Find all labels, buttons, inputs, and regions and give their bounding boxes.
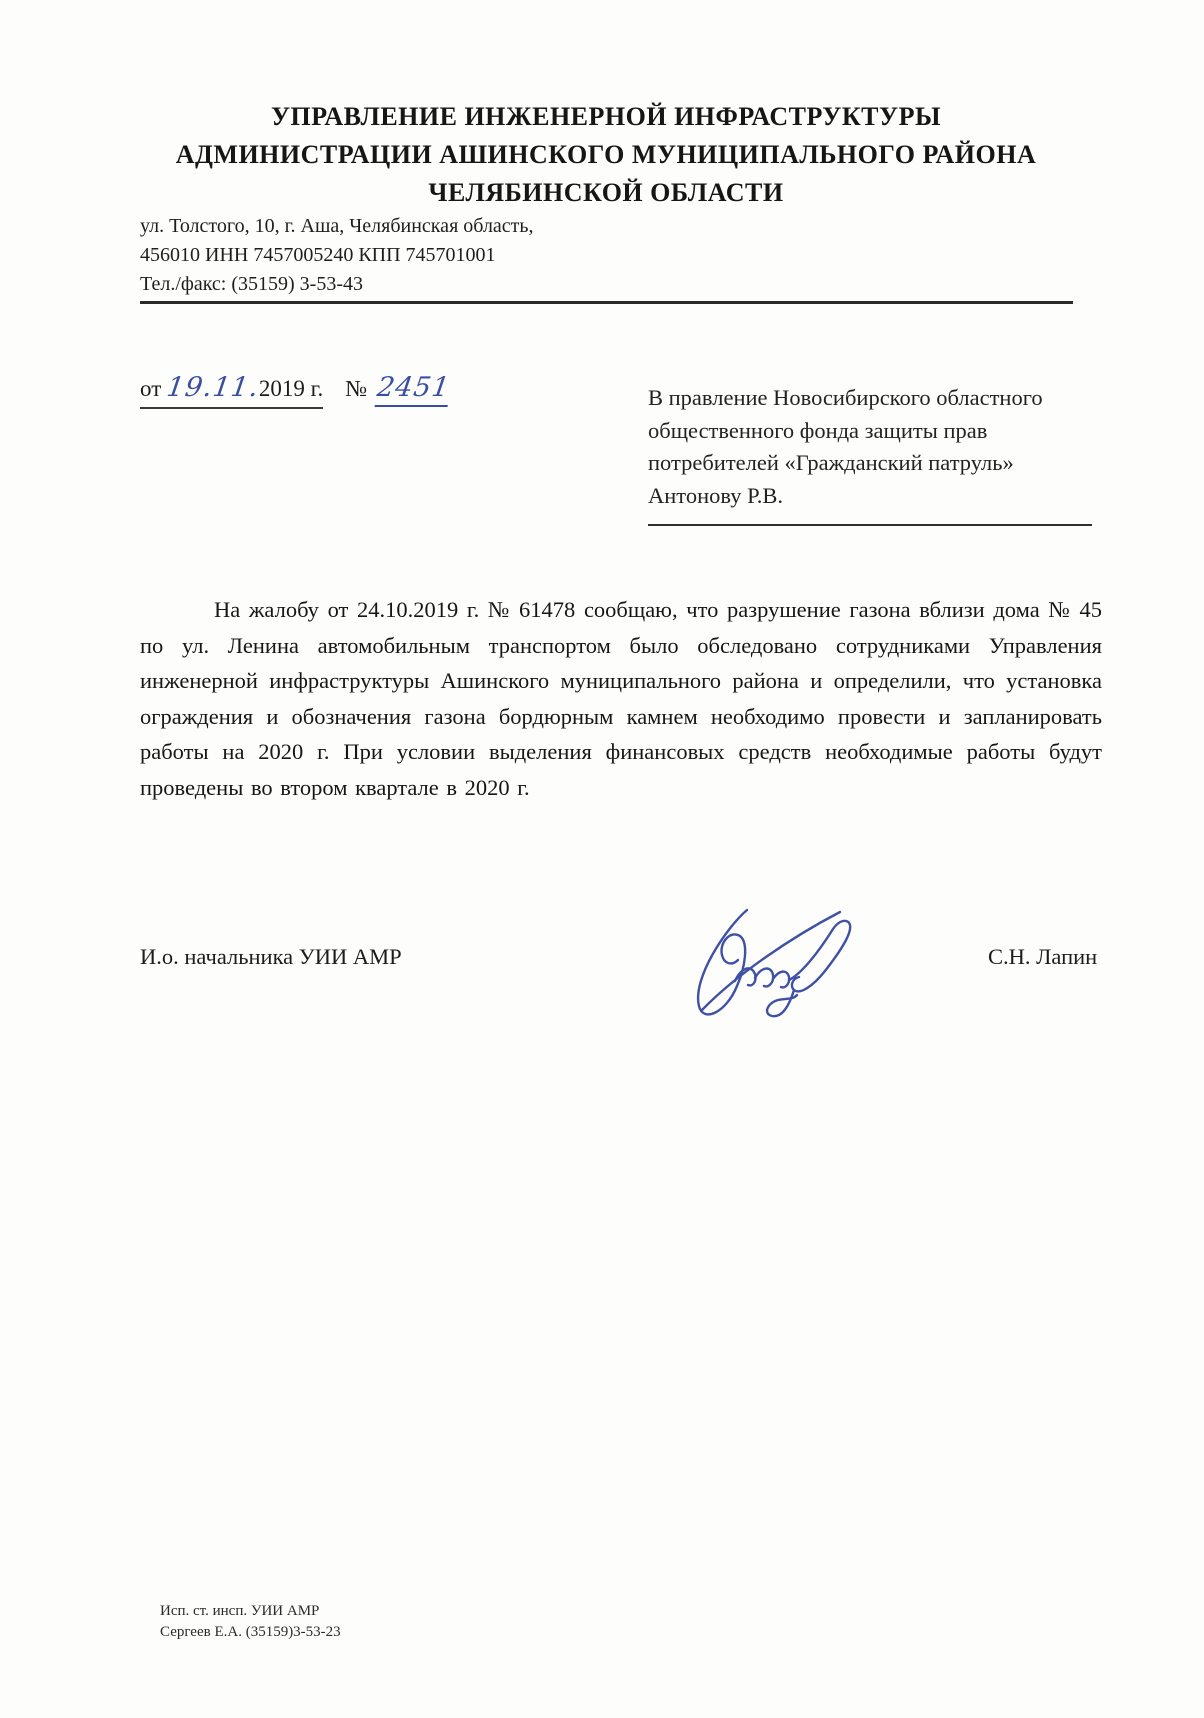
handwritten-signature-icon xyxy=(642,882,884,1044)
reference-date-group xyxy=(140,372,323,409)
contact-block xyxy=(140,212,534,299)
letterhead-line-2: АДМИНИСТРАЦИИ АШИНСКОГО МУНИЦИПАЛЬНОГО РАЙОНА xyxy=(175,140,1037,169)
letterhead-divider xyxy=(140,301,1073,304)
addressee-line-1: В правление Новосибирского областного xyxy=(648,385,1043,410)
reference-prefix: от xyxy=(140,376,167,401)
contact-inn-kpp: 456010 ИНН 7457005240 КПП 745701001 xyxy=(140,244,496,266)
handwritten-number: 2451 xyxy=(375,372,453,407)
contact-phone: Тел./факс: (35159) 3-53-43 xyxy=(140,273,363,295)
letterhead-line-1: УПРАВЛЕНИЕ ИНЖЕНЕРНОЙ ИНФРАСТРУКТУРЫ xyxy=(270,102,942,131)
letterhead xyxy=(140,98,1072,212)
letterhead-line-3: ЧЕЛЯБИНСКОЙ ОБЛАСТИ xyxy=(428,178,784,207)
executor-block xyxy=(160,1601,341,1643)
signer-name: С.Н. Лапин xyxy=(988,944,1098,969)
reference-line xyxy=(140,372,453,409)
number-sign: № xyxy=(345,376,368,401)
contact-address: ул. Толстого, 10, г. Аша, Челябинская область, xyxy=(140,215,534,237)
handwritten-date: 19.11. xyxy=(164,372,262,403)
addressee-line-4: Антонову Р.В. xyxy=(648,482,784,508)
signer-position-title: И.о. начальника УИИ АМР xyxy=(140,944,402,969)
addressee-line-2: общественного фонда защиты прав xyxy=(648,417,988,443)
addressee-block xyxy=(648,382,1092,526)
body-paragraph: На жалобу от 24.10.2019 г. № 61478 сообщаю, что разрушение газона вблизи дома № 45 по ул. Ленина автомобильным транспортом было обследовано сотрудниками Управления инженерной инфраструктуры Ашинского муниципального района и определили, что установка ограждения и обозначения газона бордюрным камнем необходимо провести и запланировать работы на 2020 г. При условии выделения финансовых средств необходимые работы будут проведены во втором квартале в 2020 г. xyxy=(140,597,1102,800)
executor-line-2: Сергеев Е.А. (35159)3-53-23 xyxy=(160,1624,341,1640)
reference-year: 2019 г. xyxy=(258,376,324,401)
addressee-line-3: потребителей «Гражданский патруль» xyxy=(648,450,1014,475)
executor-line-1: Исп. ст. инсп. УИИ АМР xyxy=(160,1603,320,1619)
